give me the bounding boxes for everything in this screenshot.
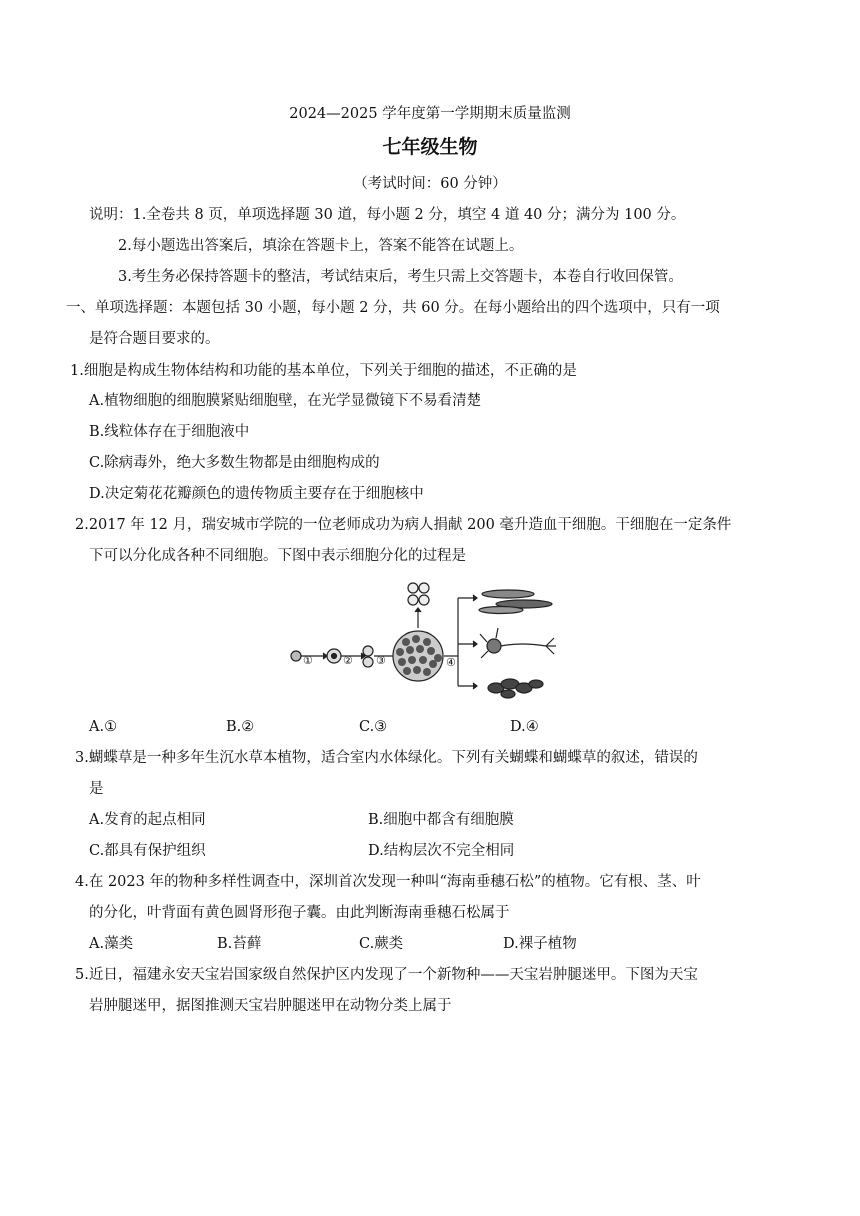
figure-label-4: ④ (446, 656, 456, 669)
muscle-cells (479, 590, 552, 614)
question-4-stem: 4.在 2023 年的物种多样性调查中，深圳首次发现一种叫“海南垂穗石松”的植物。它有根、茎、叶 (75, 874, 701, 890)
neuron-cell (480, 628, 556, 658)
question-4-option-b: B.苔藓 (217, 936, 262, 952)
section-heading-cont: 是符合题目要求的。 (89, 331, 220, 347)
question-3-stem-cont: 是 (89, 781, 104, 797)
section-heading: 一、单项选择题：本题包括 30 小题，每小题 2 分，共 60 分。在每小题给出的四个选项中，只有一项 (66, 300, 720, 316)
question-3-option-c: C.都具有保护组织 (89, 843, 206, 859)
note-1: 说明：1.全卷共 8 页，单项选择题 30 道，每小题 2 分，填空 4 道 40 分；满分为 100 分。 (89, 207, 686, 223)
question-4-stem-cont: 的分化，叶背面有黄色圆肾形孢子囊。由此判断海南垂穗石松属于 (89, 905, 510, 921)
question-2-option-c: C.③ (359, 719, 388, 735)
question-1-option-c: C.除病毒外，绝大多数生物都是由细胞构成的 (89, 455, 380, 471)
note-3: 3.考生务必保持答题卡的整洁，考试结束后，考生只需上交答题卡，本卷自行收回保管。 (118, 269, 683, 285)
note-2: 2.每小题选出答案后，填涂在答题卡上，答案不能答在试题上。 (118, 238, 524, 254)
question-1-option-b: B.线粒体存在于细胞液中 (89, 424, 250, 440)
question-2-stem-cont: 下可以分化成各种不同细胞。下图中表示细胞分化的过程是 (89, 548, 466, 564)
question-4-option-d: D.裸子植物 (503, 936, 577, 952)
question-2-option-a: A.① (89, 719, 118, 735)
single-cell (291, 651, 301, 661)
question-1-stem: 1.细胞是构成生物体结构和功能的基本单位，下列关于细胞的描述，不正确的是 (70, 363, 577, 379)
question-3-option-d: D.结构层次不完全相同 (368, 843, 515, 859)
question-3-option-b: B.细胞中都含有细胞膜 (368, 812, 514, 828)
question-3-option-a: A.发育的起点相同 (89, 812, 206, 828)
question-2-stem: 2.2017 年 12 月，瑞安城市学院的一位老师成功为病人捐献 200 毫升造血干细胞。干细胞在一定条件 (75, 517, 732, 533)
figure-label-1: ① (303, 654, 313, 667)
blood-cells (488, 679, 543, 698)
cell-differentiation-figure (286, 576, 562, 702)
question-1-option-a: A.植物细胞的细胞膜紧贴细胞壁，在光学显微镜下不易看清楚 (89, 393, 482, 409)
figure-label-2: ② (343, 654, 353, 667)
question-3-stem: 3.蝴蝶草是一种多年生沉水草本植物，适合室内水体绿化。下列有关蝴蝶和蝴蝶草的叙述，错误的 (75, 750, 698, 766)
question-4-option-a: A.藻类 (89, 936, 134, 952)
question-2-option-b: B.② (226, 719, 255, 735)
figure-label-3: ③ (376, 654, 386, 667)
question-5-stem-cont: 岩肿腿迷甲，据图推测天宝岩肿腿迷甲在动物分类上属于 (89, 998, 452, 1014)
exam-subtitle: 2024—2025 学年度第一学期期末质量监测 (289, 106, 571, 122)
question-5-stem: 5.近日，福建永安天宝岩国家级自然保护区内发现了一个新物种——天宝岩肿腿迷甲。下图为天宝 (75, 967, 698, 983)
exam-time: （考试时间：60 分钟） (353, 176, 507, 192)
question-2-option-d: D.④ (510, 719, 539, 735)
exam-title: 七年级生物 (382, 136, 478, 158)
question-4-option-c: C.蕨类 (359, 936, 404, 952)
question-1-option-d: D.决定菊花花瓣颜色的遗传物质主要存在于细胞核中 (89, 486, 424, 502)
